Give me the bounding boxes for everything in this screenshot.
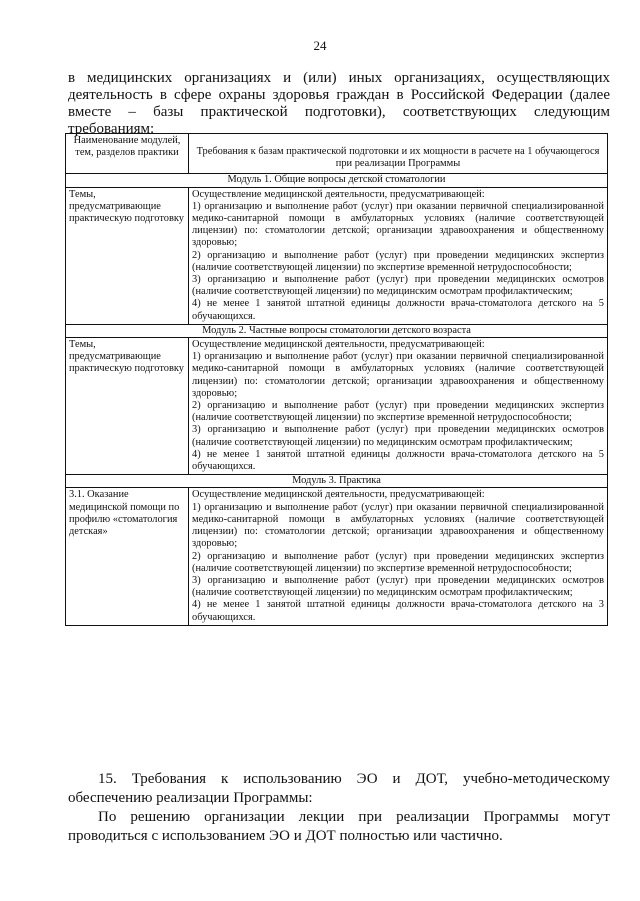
practice-base-requirements-table: [65, 133, 608, 626]
requirement-item: 4) не менее 1 занятой штатной единицы должности врача-стоматолога детского на 5 обучающихся.: [192, 298, 604, 322]
requirements-intro: Осуществление медицинской деятельности, предусматривающей:: [192, 489, 485, 501]
requirement-item: 1) организацию и выполнение работ (услуг) при оказании первичной специализированной медико-санитарной помощи в амбулаторных условиях (наличие соответствующей лицензии) по: стоматологии детской; организации здравоохранения и общественному здоровью;: [192, 351, 604, 399]
module-requirements: [189, 338, 608, 475]
requirement-item: 3) организацию и выполнение работ (услуг) при проведении медицинских осмотров (наличие соответствующей лицензии) по медицинским осмотрам профилактическим;: [192, 274, 604, 298]
module-title: Модуль 3. Практика: [66, 475, 608, 488]
section-15: [68, 770, 610, 846]
requirement-item: 2) организацию и выполнение работ (услуг) при проведении медицинских экспертиз (наличие соответствующей лицензии) по экспертизе временной нетрудоспособности;: [192, 400, 604, 424]
requirement-item: 1) организацию и выполнение работ (услуг) при оказании первичной специализированной медико-санитарной помощи в амбулаторных условиях (наличие соответствующей лицензии) по: стоматологии детской; организации здравоохранения и общественному здоровью;: [192, 501, 604, 550]
module-content-row: [66, 187, 608, 324]
requirement-item: 3) организацию и выполнение работ (услуг) при проведении медицинских осмотров (наличие соответствующей лицензии) по медицинским осмотрам профилактическим;: [192, 424, 604, 448]
requirement-item: 4) не менее 1 занятой штатной единицы должности врача-стоматолога детского на 5 обучающихся.: [192, 448, 604, 473]
requirement-item: 2) организацию и выполнение работ (услуг) при проведении медицинских экспертиз (наличие соответствующей лицензии) по экспертизе временной нетрудоспособности;: [192, 249, 604, 273]
module-content-row: [66, 488, 608, 625]
section-body: По решению организации лекции при реализации Программы могут проводиться с использованием ЭО и ДОТ полностью или частично.: [68, 809, 610, 844]
module-title-row: [66, 174, 608, 187]
module-content-row: [66, 338, 608, 475]
requirement-item: 2) организацию и выполнение работ (услуг) при проведении медицинских экспертиз (наличие соответствующей лицензии) по экспертизе временной нетрудоспособности;: [192, 550, 604, 574]
module-title: Модуль 1. Общие вопросы детской стоматологии: [66, 174, 608, 187]
page-number: 24: [313, 38, 327, 53]
table-header-row: [66, 134, 608, 174]
requirements-intro: Осуществление медицинской деятельности, предусматривающей:: [192, 339, 485, 351]
module-title-row: [66, 475, 608, 488]
header-col-requirements: Требования к базам практической подготовки и их мощности в расчете на 1 обучающегося при реализации Программы: [189, 134, 608, 174]
requirement-item: 3) организацию и выполнение работ (услуг) при проведении медицинских осмотров (наличие соответствующей лицензии) по медицинским осмотрам профилактическим;: [192, 574, 604, 599]
module-title-row: [66, 324, 608, 337]
module-title: Модуль 2. Частные вопросы стоматологии детского возраста: [66, 324, 608, 337]
header-col-modules: Наименование модулей, тем, разделов практики: [66, 134, 189, 174]
module-requirements: [189, 488, 608, 625]
section-heading: 15. Требования к использованию ЭО и ДОТ, учебно-методическому обеспечению реализации Программы:: [68, 771, 610, 806]
module-topic: 3.1. Оказание медицинской помощи по профилю «стоматология детская»: [66, 488, 189, 625]
module-requirements: [189, 187, 608, 324]
module-topic: Темы, предусматривающие практическую подготовку: [66, 187, 189, 324]
module-topic: Темы, предусматривающие практическую подготовку: [66, 338, 189, 475]
requirement-item: 4) не менее 1 занятой штатной единицы должности врача-стоматолога детского на 3 обучающихся.: [192, 599, 604, 623]
requirements-intro: Осуществление медицинской деятельности, предусматривающей:: [192, 188, 485, 200]
intro-paragraph: в медицинских организациях и (или) иных организациях, осуществляющих деятельность в сфере охраны здоровья граждан в Российской Федерации (далее вместе – базы практической подготовки), соответствующих следующим требованиям:: [68, 70, 610, 137]
requirement-item: 1) организацию и выполнение работ (услуг) при оказании первичной специализированной медико-санитарной помощи в амбулаторных условиях (наличие соответствующей лицензии) по: стоматологии детской; организации здравоохранения и общественному здоровью;: [192, 200, 604, 249]
